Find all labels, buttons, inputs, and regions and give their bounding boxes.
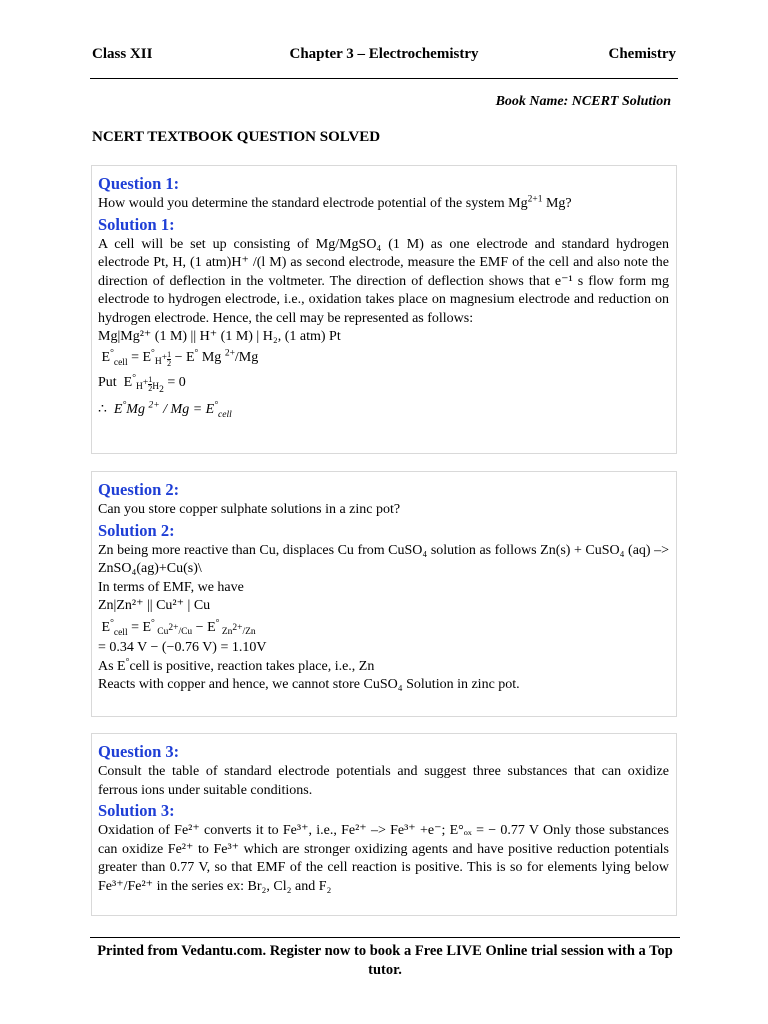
question-1-box — [91, 165, 677, 454]
equation-ecell-2: $E^\circ_{cell} = E^\circ$ $_{Cu^{2+}/Cu}$ − E° $_{Zn^{2+}/Zn}$ — [98, 617, 256, 638]
solution-2-line-5: = 0.34 V − (−0.76 V) = 1.10V — [98, 640, 267, 655]
solution-2-title: Solution 2: — [98, 520, 175, 540]
subject-label: Chemistry — [608, 46, 676, 62]
question-2-box — [91, 471, 677, 717]
solution-1-paragraph: A cell will be set up consisting of Mg/MgSO₄ (1 M) as one electrode and standard hydrogen electrode Pt, H, (1 atm)H⁺ /(l M) as second electrode, measure the EMF of the cell and also note the direction of deflection in the voltmeter. The direction of deflection shows that e⁻¹ s flow form mg electrode to hydrogen electrode, i.e., oxidation takes place on magnesium electrode and reduction on hydrogen electrode. Hence, the cell may be represented as follows: — [98, 236, 669, 326]
question-2-text: Can you store copper sulphate solutions in a zinc pot? — [98, 502, 401, 517]
class-label: Class XII — [92, 46, 153, 62]
question-3-text: Consult the table of standard electrode potentials and suggest three substances that can oxidize ferrous ions under suitable conditions. — [98, 764, 669, 798]
solution-2-line-6: As E°cell is positive, reaction takes place, i.e., Zn — [98, 656, 375, 674]
question-3-title: Question 3: — [98, 742, 180, 761]
solution-3-title: Solution 3: — [98, 801, 175, 820]
solution-2-line-2: In terms of EMF, we have — [98, 579, 244, 595]
equation-ecell: $E^\circ_{cell} = E^\circ_{H^+}$ $\frac{1}{2}$ − E° Mg $^{2+}$/Mg — [98, 347, 259, 368]
solution-2-line-1: Zn being more reactive than Cu, displaces Cu from CuSO₄ solution as follows Zn(s) + CuSO₄ (aq) –> ZnSO₄(ag)+Cu(s)\ — [98, 542, 669, 576]
solution-3-paragraph: Oxidation of Fe²⁺ converts it to Fe³⁺, i.e., Fe²⁺ –> Fe³⁺ +e⁻; E°ₒₓ = − 0.77 V Only those substances can oxidize Fe²⁺ to Fe³⁺ which are stronger oxidizing agents and have positive reduction potentials greater than 0.77 V, so that EMF of the cell reaction is positive. This is so for elements lying below Fe³⁺/Fe²⁺ in the series ex: Br₂, Cl₂ and F₂ — [98, 823, 669, 894]
solution-1-title: Solution 1: — [98, 214, 175, 234]
solution-2-line-7: Reacts with copper and hence, we cannot store CuSO₄ Solution in zinc pot. — [98, 677, 520, 692]
equation-put: Put $E^\circ_{H^+}$ $\frac{1}{2}$ $_{H_2}$ = 0 — [98, 372, 186, 396]
question-1-text: How would you determine the standard electrode potential of the system $Mg^{2+1}$ Mg? — [98, 194, 572, 211]
equation-therefore: ∴ E°Mg $^{2+} / Mg = E^\circ_{cell}$ — [98, 399, 232, 420]
question-2-title: Question 2: — [98, 480, 180, 499]
header-divider — [90, 78, 678, 79]
book-name: Book Name: NCERT Solution — [495, 94, 671, 109]
cell-notation: Mg|Mg²⁺ (1 M) || H⁺ (1 M) | H₂, (1 atm) Pt — [98, 329, 341, 344]
footer-text: Printed from Vedantu.com. Register now to book a Free LIVE Online trial session with a Top tutor. — [97, 943, 673, 978]
page-header — [90, 46, 678, 66]
footer-divider — [90, 937, 680, 938]
question-3-box — [91, 733, 677, 916]
question-1-title: Question 1: — [98, 174, 180, 193]
section-heading: NCERT TEXTBOOK QUESTION SOLVED — [92, 129, 381, 145]
chapter-title: Chapter 3 – Electrochemistry — [289, 46, 479, 62]
solution-2-line-3: Zn|Zn²⁺ || Cu²⁺ | Cu — [98, 598, 211, 613]
